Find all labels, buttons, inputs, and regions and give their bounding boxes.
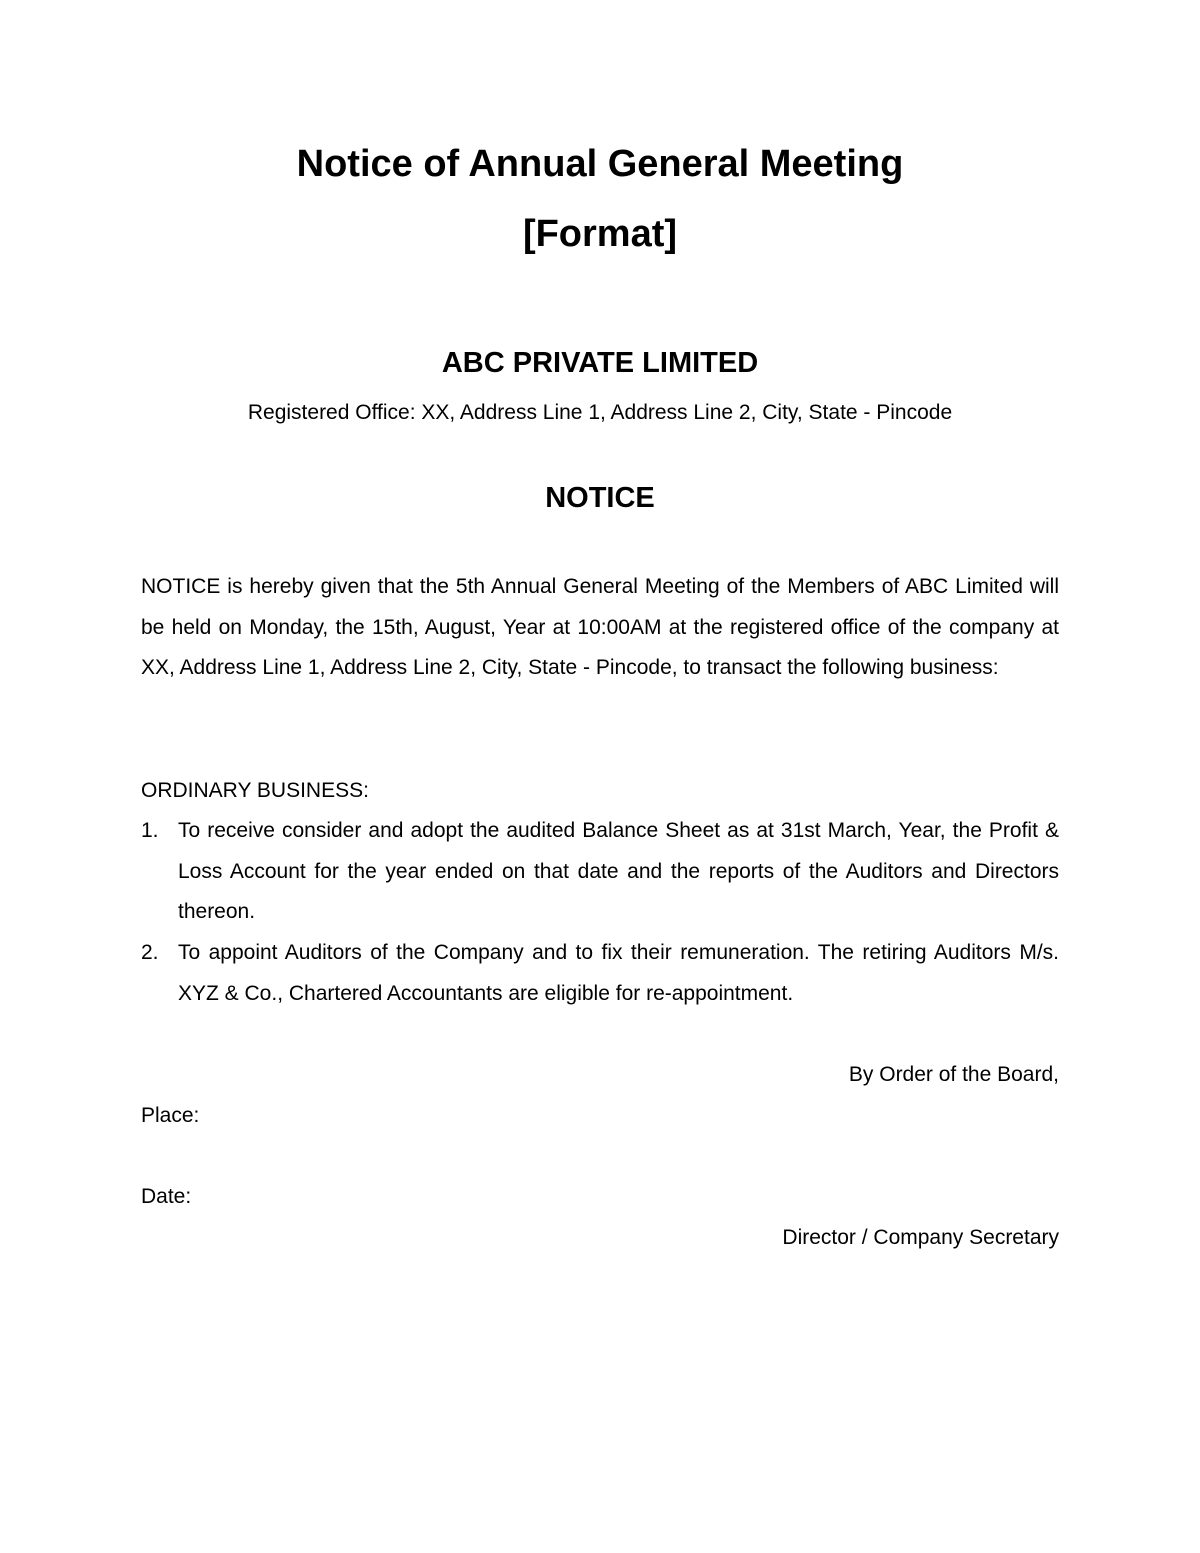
notice-heading: NOTICE <box>545 482 655 514</box>
business-item-number: 2. <box>141 941 159 964</box>
registered-office: Registered Office: XX, Address Line 1, Address Line 2, City, State - Pincode <box>247 401 953 424</box>
document-title: Notice of Annual General Meeting <box>296 143 904 185</box>
document-subtitle: [Format] <box>522 213 678 255</box>
business-item-1 <box>141 811 1059 933</box>
business-item-text: To receive consider and adopt the audited Balance Sheet as at 31st March, Year, the Profit & Loss Account for the year ended on that date and the reports of the Auditors and Directors thereon. <box>178 819 1059 924</box>
by-order-of-board: By Order of the Board, <box>848 1063 1059 1086</box>
place-label: Place: <box>141 1104 200 1127</box>
notice-paragraph: NOTICE is hereby given that the 5th Annual General Meeting of the Members of ABC Limited will be held on Monday, the 15th, August, Year at 10:00AM at the registered office of the company at XX, Address Line 1, Address Line 2, City, State - Pincode, to transact the following business: <box>141 575 1059 680</box>
company-name: ABC PRIVATE LIMITED <box>441 347 759 379</box>
signatory: Director / Company Secretary <box>782 1226 1059 1249</box>
date-label: Date: <box>141 1185 192 1208</box>
business-item-2 <box>141 933 1059 1014</box>
ordinary-business-heading: ORDINARY BUSINESS: <box>141 779 369 802</box>
business-item-text: To appoint Auditors of the Company and to fix their remuneration. The retiring Auditors M/s. XYZ & Co., Chartered Accountants are eligible for re-appointment. <box>178 941 1059 1005</box>
business-item-number: 1. <box>141 819 159 842</box>
